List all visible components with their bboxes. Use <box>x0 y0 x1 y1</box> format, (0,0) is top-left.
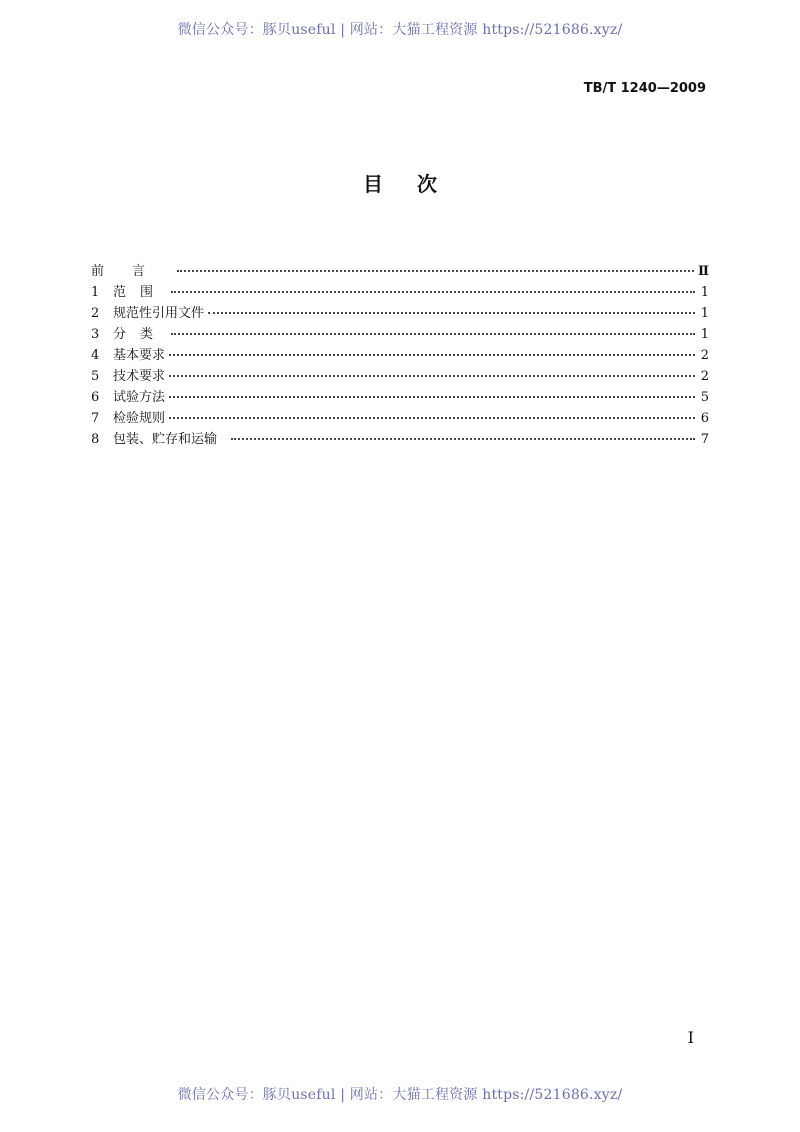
toc-entry-number: 3 <box>91 327 100 342</box>
page-number: I <box>687 1028 694 1047</box>
toc-entry-label: 基本要求 <box>113 348 166 363</box>
toc-entry-number: 2 <box>91 306 100 321</box>
toc-entry-label: 规范性引用文件 <box>113 306 205 321</box>
toc-entry-page: Ⅱ <box>698 264 709 279</box>
toc-leader-dots <box>169 386 695 398</box>
toc-entry-label: 范围 <box>113 285 168 300</box>
toc-entry-technical-requirements[interactable] <box>91 366 709 387</box>
toc-leader-dots <box>171 323 695 335</box>
toc-entry-label: 前言 <box>91 264 174 279</box>
toc-entry-normative-references[interactable] <box>91 303 709 324</box>
toc-entry-label: 检验规则 <box>113 411 166 426</box>
toc-entry-page: 5 <box>700 390 709 405</box>
toc-entry-label: 分类 <box>113 327 168 342</box>
toc-entry-classification[interactable] <box>91 324 709 345</box>
toc-entry-number: 7 <box>91 411 100 426</box>
toc-entry-page: 1 <box>700 327 709 342</box>
toc-entry-page: 1 <box>700 285 709 300</box>
toc-entry-page: 2 <box>700 348 709 363</box>
watermark-bottom: 微信公众号：豚贝useful | 网站：大猫工程资源 https://521686.xyz/ <box>177 1087 623 1103</box>
standard-code: TB/T 1240—2009 <box>583 81 706 96</box>
toc-entry-number: 4 <box>91 348 100 363</box>
toc-entry-label: 包装、贮存和运输 <box>113 432 218 447</box>
toc-leader-dots <box>171 281 695 293</box>
toc-leader-dots <box>169 344 695 356</box>
toc-entry-page: 2 <box>700 369 709 384</box>
toc-entry-page: 6 <box>700 411 709 426</box>
toc-leader-dots <box>208 302 695 314</box>
toc-entry-number: 6 <box>91 390 100 405</box>
toc-leader-dots <box>169 407 695 419</box>
toc-entry-inspection-rules[interactable] <box>91 408 709 429</box>
watermark-top: 微信公众号：豚贝useful | 网站：大猫工程资源 https://521686.xyz/ <box>177 22 623 38</box>
toc-entry-label: 试验方法 <box>113 390 166 405</box>
toc-entry-scope[interactable] <box>91 282 709 303</box>
toc-title: 目次 <box>363 172 471 196</box>
toc-leader-dots <box>169 365 695 377</box>
toc-entry-foreword[interactable] <box>91 261 709 282</box>
toc-entry-page: 1 <box>700 306 709 321</box>
toc-entry-basic-requirements[interactable] <box>91 345 709 366</box>
toc-leader-dots <box>177 260 694 272</box>
toc-entry-number: 8 <box>91 432 100 447</box>
toc-entry-packaging-storage-transport[interactable] <box>91 429 709 450</box>
toc-entry-number: 1 <box>91 285 100 300</box>
toc-entry-test-methods[interactable] <box>91 387 709 408</box>
toc-entry-number: 5 <box>91 369 100 384</box>
toc-entry-label: 技术要求 <box>113 369 166 384</box>
table-of-contents <box>91 261 709 450</box>
toc-leader-dots <box>231 428 695 440</box>
toc-entry-page: 7 <box>700 432 709 447</box>
